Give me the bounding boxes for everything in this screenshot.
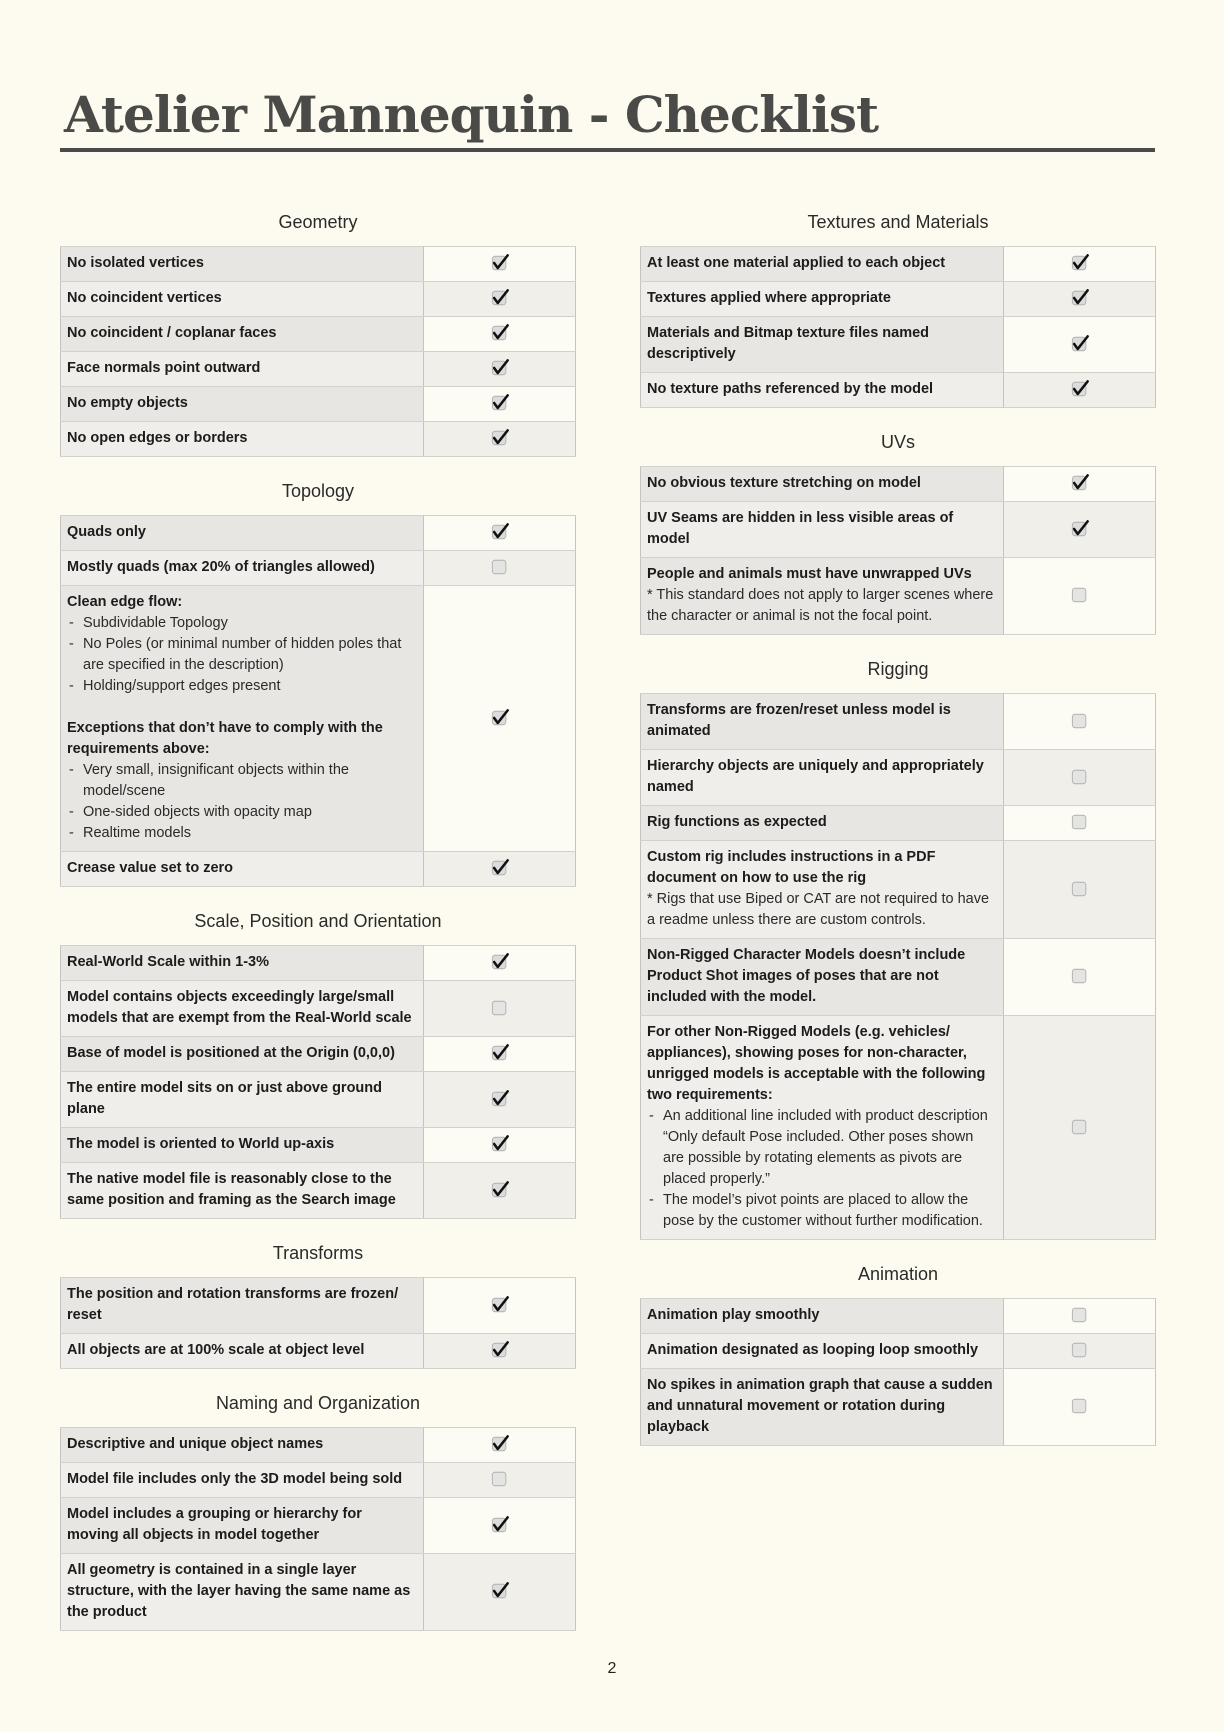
checkbox-cell — [1004, 502, 1156, 558]
checklist-item-label: Mostly quads (max 20% of triangles allowed) — [67, 559, 375, 575]
checklist-item-cell — [61, 1278, 424, 1334]
checkbox-checked[interactable] — [1071, 381, 1089, 397]
checkbox-checked[interactable] — [491, 1517, 509, 1533]
checklist-item-label: Exceptions that don’t have to comply with the requirements above: — [67, 720, 383, 757]
checklist-item-cell — [61, 1428, 424, 1463]
checklist-item-cell — [61, 946, 424, 981]
section-title-scale-position-and-orientation: Scale, Position and Orientation — [194, 911, 442, 931]
checkbox-cell — [424, 551, 576, 586]
checklist-row — [61, 387, 576, 422]
checkbox-cell — [1004, 373, 1156, 408]
checklist-item-note: * Rigs that use Biped or CAT are not required to have a readme unless there are custom controls. — [647, 891, 990, 928]
checklist-item-cell — [61, 981, 424, 1037]
checklist-row — [61, 422, 576, 457]
checklist-item-label: Custom rig includes instructions in a PDF document on how to use the rig — [647, 849, 936, 886]
checklist-row — [641, 247, 1156, 282]
checklist-item-label: No spikes in animation graph that cause a sudden and unnatural movement or rotation during playback — [647, 1377, 993, 1435]
checklist-item-label: Model file includes only the 3D model being sold — [67, 1471, 403, 1487]
checklist-item-label: All objects are at 100% scale at object level — [67, 1342, 365, 1358]
checkbox-checked[interactable] — [1071, 336, 1089, 352]
checklist-row — [61, 247, 576, 282]
checkbox-cell — [1004, 1016, 1156, 1240]
section-title-textures-and-materials: Textures and Materials — [807, 212, 989, 232]
checklist-item-label: Animation designated as looping loop smoothly — [647, 1342, 979, 1358]
checkbox-cell — [424, 387, 576, 422]
checkbox-cell — [1004, 694, 1156, 750]
checkbox-cell — [1004, 317, 1156, 373]
checkbox-cell — [424, 1463, 576, 1498]
checklist-item-label: No texture paths referenced by the model — [647, 381, 934, 397]
checkbox-unchecked[interactable] — [1071, 1119, 1089, 1135]
checklist-item-cell — [641, 373, 1004, 408]
checklist-row — [61, 282, 576, 317]
checkbox-cell — [1004, 841, 1156, 939]
checklist-row — [61, 1428, 576, 1463]
checkbox-checked[interactable] — [491, 1342, 509, 1358]
checkbox-unchecked[interactable] — [1071, 1342, 1089, 1358]
checklist-table-naming-and-organization — [60, 1427, 576, 1631]
checklist-item-label: The native model file is reasonably close to the same position and framing as the Search image — [67, 1171, 396, 1208]
checkbox-cell — [424, 852, 576, 887]
checklist-item-label: Animation play smoothly — [647, 1307, 820, 1323]
checkbox-unchecked[interactable] — [1071, 1307, 1089, 1323]
checklist-item-cell — [641, 841, 1004, 939]
checklist-row — [61, 586, 576, 852]
checklist-table-uvs — [640, 466, 1156, 635]
checkbox-unchecked[interactable] — [1071, 769, 1089, 785]
checkbox-cell — [1004, 1369, 1156, 1446]
checklist-item-cell — [641, 282, 1004, 317]
checklist-row — [641, 1016, 1156, 1240]
checkbox-cell — [424, 1554, 576, 1631]
checklist-item-cell — [61, 282, 424, 317]
checkbox-cell — [424, 1334, 576, 1369]
bullet-item: - The model’s pivot points are placed to allow the pose by the customer without further modification. — [647, 1190, 997, 1232]
bullet-item: - Realtime models — [67, 823, 417, 844]
checkbox-cell — [1004, 939, 1156, 1016]
checklist-item-cell — [61, 1128, 424, 1163]
checklist-row — [61, 317, 576, 352]
checklist-row — [641, 841, 1156, 939]
checklist-item-label: The entire model sits on or just above ground plane — [67, 1080, 383, 1117]
checklist-row — [641, 373, 1156, 408]
checkbox-checked[interactable] — [491, 524, 509, 540]
checklist-item-label: Materials and Bitmap texture files named descriptively — [647, 325, 930, 362]
checklist-item-cell — [641, 558, 1004, 635]
checklist-item-label: UV Seams are hidden in less visible areas of model — [647, 510, 954, 547]
checkbox-unchecked[interactable] — [1071, 968, 1089, 984]
checkbox-cell — [424, 1072, 576, 1128]
checkbox-checked[interactable] — [491, 860, 509, 876]
checklist-row — [641, 750, 1156, 806]
checklist-item-cell — [61, 1163, 424, 1219]
checklist-row — [61, 551, 576, 586]
section-title-animation: Animation — [857, 1264, 939, 1284]
checkbox-checked[interactable] — [491, 395, 509, 411]
checklist-item-cell — [641, 1369, 1004, 1446]
section-title-uvs: UVs — [880, 432, 915, 452]
checklist-item-label: Base of model is positioned at the Origin (0,0,0) — [67, 1045, 395, 1061]
checklist-row — [61, 981, 576, 1037]
checklist-item-label: No coincident / coplanar faces — [67, 325, 277, 341]
checkbox-cell — [1004, 750, 1156, 806]
checklist-row — [641, 1299, 1156, 1334]
checklist-row — [61, 352, 576, 387]
checkbox-cell — [1004, 1299, 1156, 1334]
checklist-item-label: People and animals must have unwrapped UVs — [647, 566, 972, 582]
checkbox-cell — [424, 946, 576, 981]
checkbox-unchecked[interactable] — [1071, 814, 1089, 830]
checklist-item-label: At least one material applied to each object — [647, 255, 946, 271]
checklist-item-cell — [641, 502, 1004, 558]
checklist-table-rigging — [640, 693, 1156, 1240]
bullet-list — [67, 613, 417, 697]
checklist-row — [61, 516, 576, 551]
checkbox-cell — [424, 422, 576, 457]
checkbox-checked[interactable] — [491, 1091, 509, 1107]
checklist-item-cell — [641, 1334, 1004, 1369]
checkbox-unchecked[interactable] — [491, 1471, 509, 1487]
checklist-table-topology — [60, 515, 576, 887]
checkbox-cell — [424, 1498, 576, 1554]
checkbox-unchecked[interactable] — [491, 1000, 509, 1016]
checklist-row — [61, 1128, 576, 1163]
checklist-item-cell — [61, 1554, 424, 1631]
checkbox-cell — [424, 317, 576, 352]
page-number: 2 — [607, 1660, 617, 1677]
checklist-row — [641, 467, 1156, 502]
checkbox-unchecked[interactable] — [1071, 881, 1089, 897]
spacer — [67, 697, 417, 718]
checklist-item-label: The position and rotation transforms are frozen/ reset — [67, 1286, 399, 1323]
title-divider — [60, 148, 1155, 152]
checklist-item-cell — [61, 387, 424, 422]
checkbox-cell — [424, 1128, 576, 1163]
checklist-item-cell — [641, 1016, 1004, 1240]
checklist-row — [641, 694, 1156, 750]
checklist-item-cell — [61, 1072, 424, 1128]
checklist-item-label: Model contains objects exceedingly large/small models that are exempt from the Real-World scale — [67, 989, 412, 1026]
checklist-item-cell — [641, 939, 1004, 1016]
right-column — [640, 206, 1156, 1464]
checklist-item-cell — [61, 1334, 424, 1369]
checklist-item-label: Transforms are frozen/reset unless model is animated — [647, 702, 951, 739]
checklist-table-animation — [640, 1298, 1156, 1446]
checklist-row — [641, 1369, 1156, 1446]
checklist-item-cell — [61, 1463, 424, 1498]
checklist-row — [61, 1072, 576, 1128]
checklist-row — [641, 317, 1156, 373]
checklist-item-cell — [641, 750, 1004, 806]
checkbox-cell — [424, 352, 576, 387]
checklist-item-label: Real-World Scale within 1-3% — [67, 954, 269, 970]
checkbox-cell — [1004, 467, 1156, 502]
checklist-row — [61, 1463, 576, 1498]
checklist-item-label: Rig functions as expected — [647, 814, 827, 830]
bullet-item: - Subdividable Topology — [67, 613, 417, 634]
checkbox-checked[interactable] — [491, 430, 509, 446]
checklist-item-label: Quads only — [67, 524, 146, 540]
checklist-table-geometry — [60, 246, 576, 457]
checklist-item-cell — [61, 1037, 424, 1072]
checkbox-checked[interactable] — [491, 710, 509, 726]
checklist-item-label: Descriptive and unique object names — [67, 1436, 324, 1452]
checklist-item-label: Hierarchy objects are uniquely and appropriately named — [647, 758, 984, 795]
checklist-row — [61, 1498, 576, 1554]
checkbox-cell — [1004, 558, 1156, 635]
checklist-row — [61, 1334, 576, 1369]
checklist-item-label: The model is oriented to World up-axis — [67, 1136, 335, 1152]
checklist-item-cell — [61, 422, 424, 457]
checkbox-checked[interactable] — [491, 325, 509, 341]
checklist-item-label: Clean edge flow: — [67, 594, 183, 610]
checklist-item-cell — [641, 694, 1004, 750]
checklist-row — [641, 558, 1156, 635]
checkbox-cell — [424, 282, 576, 317]
checklist-item-cell — [641, 1299, 1004, 1334]
section-title-topology: Topology — [281, 481, 355, 501]
checkbox-unchecked[interactable] — [1071, 587, 1089, 603]
checkbox-cell — [424, 981, 576, 1037]
checklist-item-cell — [61, 317, 424, 352]
checkbox-checked[interactable] — [491, 1297, 509, 1313]
bullet-item: - One-sided objects with opacity map — [67, 802, 417, 823]
checkbox-cell — [424, 1037, 576, 1072]
checklist-row — [641, 502, 1156, 558]
checkbox-checked[interactable] — [1071, 255, 1089, 271]
checklist-item-label: Crease value set to zero — [67, 860, 234, 876]
checkbox-checked[interactable] — [491, 1436, 509, 1452]
checkbox-cell — [424, 586, 576, 852]
checklist-item-note: * This standard does not apply to larger scenes where the character or animal is not the focal point. — [647, 587, 994, 624]
checkbox-checked[interactable] — [1071, 290, 1089, 306]
checklist-item-cell — [641, 317, 1004, 373]
checklist-item-cell — [61, 352, 424, 387]
checklist-row — [61, 1278, 576, 1334]
checklist-item-cell — [61, 247, 424, 282]
checklist-item-label: No open edges or borders — [67, 430, 248, 446]
checklist-item-label: No obvious texture stretching on model — [647, 475, 921, 491]
checkbox-checked[interactable] — [491, 1583, 509, 1599]
checkbox-checked[interactable] — [491, 1182, 509, 1198]
checklist-table-textures-and-materials — [640, 246, 1156, 408]
checklist-row — [641, 1334, 1156, 1369]
page-title: Atelier Mannequin - Checklist — [64, 85, 879, 144]
checkbox-cell — [424, 516, 576, 551]
section-title-rigging: Rigging — [867, 659, 929, 679]
checklist-row — [61, 1163, 576, 1219]
checklist-table-transforms — [60, 1277, 576, 1369]
checkbox-cell — [1004, 806, 1156, 841]
section-title-geometry: Geometry — [278, 212, 358, 232]
checkbox-checked[interactable] — [1071, 475, 1089, 491]
checklist-row — [61, 1554, 576, 1631]
checklist-item-label: All geometry is contained in a single layer structure, with the layer having the same name as the product — [67, 1562, 411, 1620]
checklist-row — [641, 282, 1156, 317]
checkbox-cell — [424, 1278, 576, 1334]
checklist-item-cell — [641, 247, 1004, 282]
checkbox-cell — [1004, 1334, 1156, 1369]
checklist-row — [61, 852, 576, 887]
bullet-list — [67, 760, 417, 844]
bullet-item: - No Poles (or minimal number of hidden poles that are specified in the description) — [67, 634, 417, 676]
checkbox-cell — [424, 1163, 576, 1219]
checklist-row — [641, 939, 1156, 1016]
checkbox-checked[interactable] — [1071, 521, 1089, 537]
checklist-item-cell — [641, 467, 1004, 502]
checkbox-checked[interactable] — [491, 360, 509, 376]
checkbox-cell — [424, 247, 576, 282]
checklist-item-label: For other Non-Rigged Models (e.g. vehicles/ appliances), showing poses for non-character, unrigged models is acceptable with the following two requirements: — [647, 1024, 986, 1103]
checklist-item-label: No empty objects — [67, 395, 188, 411]
checkbox-cell — [1004, 282, 1156, 317]
checklist-item-label: Textures applied where appropriate — [647, 290, 891, 306]
checklist-item-cell — [641, 806, 1004, 841]
checkbox-checked[interactable] — [491, 954, 509, 970]
checkbox-checked[interactable] — [491, 1136, 509, 1152]
checklist-row — [61, 1037, 576, 1072]
checklist-item-cell — [61, 551, 424, 586]
checklist-item-label: Model includes a grouping or hierarchy for moving all objects in model together — [67, 1506, 362, 1543]
checklist-row — [641, 806, 1156, 841]
checkbox-unchecked[interactable] — [491, 559, 509, 575]
checklist-item-cell — [61, 516, 424, 551]
checkbox-checked[interactable] — [491, 290, 509, 306]
bullet-item: - Holding/support edges present — [67, 676, 417, 697]
bullet-list — [647, 1106, 997, 1232]
checklist-item-label: No isolated vertices — [67, 255, 204, 271]
checklist-row — [61, 946, 576, 981]
checklist-item-label: Non-Rigged Character Models doesn’t include Product Shot images of poses that are not included with the model. — [647, 947, 966, 1005]
checkbox-unchecked[interactable] — [1071, 1398, 1089, 1414]
checkbox-checked[interactable] — [491, 1045, 509, 1061]
checkbox-checked[interactable] — [491, 255, 509, 271]
bullet-item: - An additional line included with product description “Only default Pose included. Other poses shown are possible by rotating elements as pivots are placed properly.” — [647, 1106, 997, 1190]
section-title-transforms: Transforms — [272, 1243, 364, 1263]
section-title-naming-and-organization: Naming and Organization — [215, 1393, 421, 1413]
checkbox-unchecked[interactable] — [1071, 713, 1089, 729]
checkbox-cell — [1004, 247, 1156, 282]
checklist-table-scale-position-and-orientation — [60, 945, 576, 1219]
checklist-item-cell — [61, 586, 424, 852]
checklist-item-label: No coincident vertices — [67, 290, 222, 306]
checklist-item-label: Face normals point outward — [67, 360, 261, 376]
left-column — [60, 206, 576, 1649]
bullet-item: - Very small, insignificant objects within the model/scene — [67, 760, 417, 802]
checkbox-cell — [424, 1428, 576, 1463]
checklist-item-cell — [61, 852, 424, 887]
checklist-item-cell — [61, 1498, 424, 1554]
